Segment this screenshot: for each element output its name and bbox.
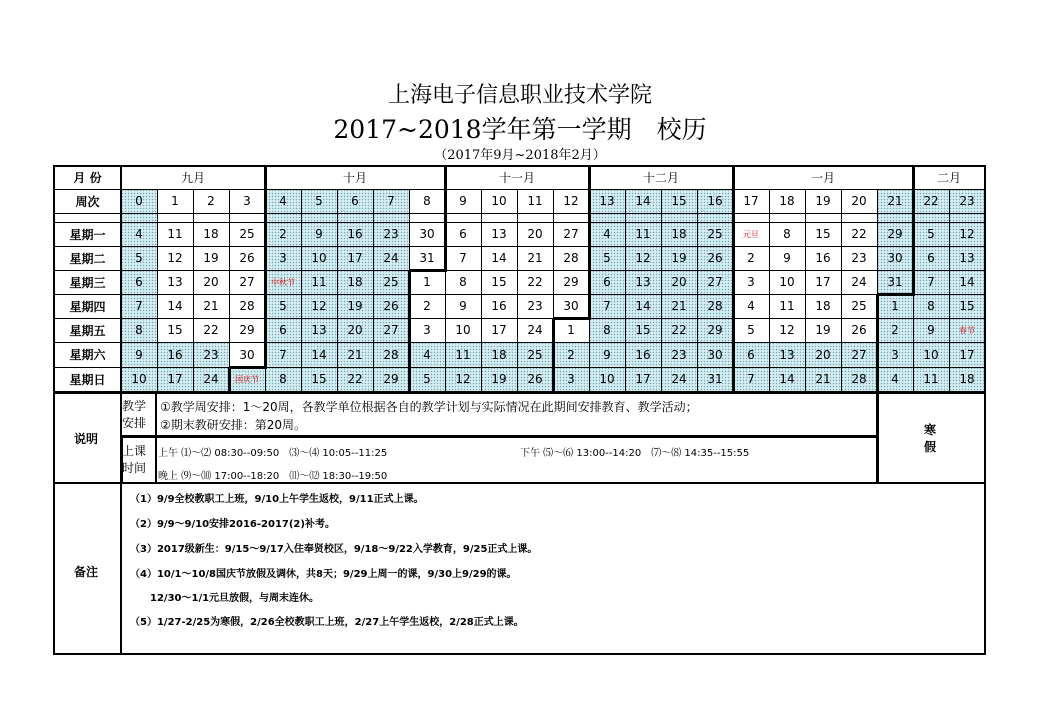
day-cell: 28 xyxy=(239,299,255,313)
week-number: 4 xyxy=(265,189,301,213)
class-time-pm: 下午 ⑸～⑹ 13:00--14:20 ⑺～⑻ 14:35--15:55 xyxy=(520,448,750,459)
grid-line xyxy=(876,392,879,483)
weekday-label: 星期日 xyxy=(69,372,106,387)
day-cell: 25 xyxy=(239,227,255,241)
day-cell: 26 xyxy=(517,367,553,391)
day-cell: 5 xyxy=(265,294,301,318)
day-cell: 30 xyxy=(697,342,733,367)
day-cell: 21 xyxy=(203,299,219,313)
day-cell: 13 xyxy=(301,318,337,342)
day-cell: 14 xyxy=(491,251,507,265)
day-cell: 22 xyxy=(527,275,543,289)
school-name: 上海电子信息职业技术学院 xyxy=(387,83,652,108)
day-cell: 29 xyxy=(239,323,255,337)
day-cell: 24 xyxy=(851,275,867,289)
spacer-cell xyxy=(697,213,733,222)
week-number: 18 xyxy=(779,194,795,208)
grid-line xyxy=(53,165,986,167)
grid-line xyxy=(588,165,591,213)
day-cell: 18 xyxy=(815,299,831,313)
day-cell: 20 xyxy=(805,342,841,367)
day-cell: 22 xyxy=(337,367,373,391)
day-cell: 13 xyxy=(625,270,661,294)
day-cell: 24 xyxy=(661,367,697,391)
day-cell: 6 xyxy=(733,342,769,367)
grid-line xyxy=(769,189,770,391)
day-cell: 1 xyxy=(423,275,431,289)
day-cell: 17 xyxy=(625,367,661,391)
day-cell: 6 xyxy=(265,318,301,342)
grid-line xyxy=(984,165,986,655)
day-cell: 11 xyxy=(301,270,337,294)
day-cell: 6 xyxy=(589,270,625,294)
day-cell: 12 xyxy=(949,222,985,246)
grid-line xyxy=(54,270,985,271)
day-cell: 31 xyxy=(419,251,435,265)
week-number: 2 xyxy=(207,194,215,208)
day-cell: 26 xyxy=(373,294,409,318)
remark-item: （1）9/9全校教职工上班，9/10上午学生返校，9/11正式上课。 xyxy=(130,494,424,505)
week-number: 13 xyxy=(589,189,625,213)
day-cell: 16 xyxy=(625,342,661,367)
grid-line xyxy=(54,189,985,190)
day-cell: 4 xyxy=(589,222,625,246)
remark-item: （2）9/9～9/10安排2016-2017(2)补考。 xyxy=(130,519,335,530)
day-cell: 12 xyxy=(301,294,337,318)
calendar-title: 2017~2018学年第一学期 校历 xyxy=(333,115,707,144)
day-cell: 29 xyxy=(877,222,913,246)
grid-line xyxy=(949,189,950,391)
day-cell: 29 xyxy=(373,367,409,391)
day-cell: 10 xyxy=(301,246,337,270)
day-cell: 11 xyxy=(167,227,183,241)
grid-line xyxy=(54,482,985,484)
day-cell: 4 xyxy=(747,299,755,313)
day-cell: 7 xyxy=(913,270,949,294)
day-cell: 17 xyxy=(491,323,507,337)
day-cell: 16 xyxy=(815,251,831,265)
day-cell: 8 xyxy=(913,294,949,318)
grid-line xyxy=(625,189,626,391)
day-cell: 16 xyxy=(157,342,193,367)
day-cell: 12 xyxy=(625,246,661,270)
day-cell: 23 xyxy=(851,251,867,265)
day-cell: 12 xyxy=(167,251,183,265)
grid-line xyxy=(588,213,591,320)
day-cell: 22 xyxy=(851,227,867,241)
day-cell: 11 xyxy=(913,367,949,391)
weekday-label: 星期五 xyxy=(69,323,106,338)
grid-line xyxy=(877,293,915,296)
day-cell: 元旦 xyxy=(743,229,759,239)
day-cell: 2 xyxy=(265,222,301,246)
day-cell: 25 xyxy=(697,222,733,246)
grid-line xyxy=(732,165,735,213)
week-number: 12 xyxy=(563,194,579,208)
day-cell: 23 xyxy=(527,299,543,313)
day-cell: 23 xyxy=(373,222,409,246)
day-cell: 6 xyxy=(121,270,157,294)
week-header-label: 周次 xyxy=(75,194,100,209)
week-number: 19 xyxy=(815,194,831,208)
grid-line xyxy=(373,189,374,391)
day-cell: 国庆节 xyxy=(229,367,265,391)
day-cell: 21 xyxy=(805,367,841,391)
grid-line xyxy=(301,189,302,391)
week-number: 15 xyxy=(661,189,697,213)
week-number: 10 xyxy=(491,194,507,208)
spacer-cell xyxy=(877,213,913,222)
spacer-cell xyxy=(625,213,661,222)
week-number: 8 xyxy=(423,194,431,208)
day-cell: 8 xyxy=(265,367,301,391)
spacer-cell xyxy=(949,213,985,222)
week-number: 23 xyxy=(949,189,985,213)
remark-item: （5）1/27-2/25为寒假，2/26全校教职工上班，2/27上午学生返校，2/28正式上课。 xyxy=(130,617,524,628)
day-cell: 14 xyxy=(625,294,661,318)
day-cell: 14 xyxy=(301,342,337,367)
teaching-line-1: ①教学周安排：1～20周，各教学单位根据各自的教学计划与实际情况在此期间安排教育、教学活动； xyxy=(160,400,698,414)
day-cell: 17 xyxy=(157,367,193,391)
winter-break-label: 寒假 xyxy=(924,423,937,454)
week-number: 1 xyxy=(171,194,179,208)
weekday-label: 星期一 xyxy=(69,227,106,242)
week-number: 7 xyxy=(373,189,409,213)
day-cell: 18 xyxy=(481,342,517,367)
day-cell: 15 xyxy=(815,227,831,241)
day-cell: 13 xyxy=(769,342,805,367)
grid-line xyxy=(444,165,447,213)
day-cell: 21 xyxy=(337,342,373,367)
day-cell: 10 xyxy=(779,275,795,289)
day-cell: 15 xyxy=(625,318,661,342)
day-cell: 7 xyxy=(459,251,467,265)
day-cell: 25 xyxy=(373,270,409,294)
week-number: 21 xyxy=(877,189,913,213)
day-cell: 中秋节 xyxy=(265,270,301,294)
grid-line xyxy=(409,269,447,272)
class-time-am: 上午 ⑴～⑵ 08:30--09:50 ⑶～⑷ 10:05--11:25 xyxy=(158,448,388,459)
grid-line xyxy=(54,246,985,247)
day-cell: 26 xyxy=(239,251,255,265)
day-cell: 19 xyxy=(661,246,697,270)
day-cell: 19 xyxy=(815,323,831,337)
explain-label: 说明 xyxy=(74,432,99,446)
day-cell: 27 xyxy=(373,318,409,342)
day-cell: 14 xyxy=(167,299,183,313)
day-cell: 9 xyxy=(301,222,337,246)
day-cell: 11 xyxy=(779,299,795,313)
day-cell: 3 xyxy=(877,342,913,367)
day-cell: 26 xyxy=(851,323,867,337)
day-cell: 21 xyxy=(527,251,543,265)
month-label: 十二月 xyxy=(642,171,679,185)
teaching-label: 教学安排 xyxy=(122,399,147,430)
day-cell: 15 xyxy=(949,294,985,318)
day-cell: 2 xyxy=(553,342,589,367)
day-cell: 27 xyxy=(841,342,877,367)
grid-line xyxy=(54,342,985,343)
day-cell: 22 xyxy=(661,318,697,342)
day-cell: 17 xyxy=(337,246,373,270)
teaching-line-2: ②期末教研安排：第20周。 xyxy=(160,418,307,432)
day-cell: 15 xyxy=(301,367,337,391)
month-label: 二月 xyxy=(936,171,961,185)
grid-line xyxy=(697,189,698,391)
day-cell: 8 xyxy=(783,227,791,241)
grid-line xyxy=(912,165,915,213)
day-cell: 3 xyxy=(553,367,589,391)
day-cell: 19 xyxy=(203,251,219,265)
day-cell: 10 xyxy=(121,367,157,391)
day-cell: 15 xyxy=(167,323,183,337)
spacer-cell xyxy=(121,213,157,222)
grid-line xyxy=(54,294,985,295)
day-cell: 30 xyxy=(563,299,579,313)
day-cell: 25 xyxy=(517,342,553,367)
day-cell: 3 xyxy=(747,275,755,289)
day-cell: 9 xyxy=(589,342,625,367)
day-cell: 10 xyxy=(589,367,625,391)
day-cell: 19 xyxy=(481,367,517,391)
grid-line xyxy=(517,189,518,391)
grid-line xyxy=(732,213,735,393)
week-number: 20 xyxy=(851,194,867,208)
day-cell: 27 xyxy=(239,275,255,289)
day-cell: 11 xyxy=(445,342,481,367)
grid-line xyxy=(552,318,555,393)
grid-line xyxy=(408,270,411,393)
day-cell: 31 xyxy=(877,270,913,294)
day-cell: 2 xyxy=(747,251,755,265)
day-cell: 6 xyxy=(913,246,949,270)
day-cell: 28 xyxy=(841,367,877,391)
day-cell: 4 xyxy=(121,222,157,246)
day-cell: 20 xyxy=(337,318,373,342)
day-cell: 8 xyxy=(459,275,467,289)
day-cell: 10 xyxy=(455,323,471,337)
day-cell: 20 xyxy=(527,227,543,241)
day-cell: 28 xyxy=(563,251,579,265)
week-number: 17 xyxy=(743,194,759,208)
weekday-label: 星期三 xyxy=(69,275,106,290)
day-cell: 24 xyxy=(373,246,409,270)
remark-item: 12/30～1/1元旦放假，与周末连休。 xyxy=(130,593,320,604)
spacer-cell xyxy=(589,213,625,222)
day-cell: 9 xyxy=(913,318,949,342)
day-cell: 27 xyxy=(697,270,733,294)
week-number: 6 xyxy=(337,189,373,213)
day-cell: 24 xyxy=(527,323,543,337)
weekday-label: 星期四 xyxy=(69,299,106,314)
week-number: 11 xyxy=(527,194,543,208)
day-cell: 18 xyxy=(203,227,219,241)
day-cell: 20 xyxy=(203,275,219,289)
grid-line xyxy=(54,222,985,223)
day-cell: 30 xyxy=(239,347,255,362)
grid-line xyxy=(264,165,267,213)
day-cell: 13 xyxy=(491,227,507,241)
month-label: 九月 xyxy=(180,171,205,185)
week-number: 9 xyxy=(459,194,467,208)
remarks-label: 备注 xyxy=(74,565,99,579)
grid-line xyxy=(444,213,447,272)
day-cell: 7 xyxy=(265,342,301,367)
grid-line xyxy=(264,213,267,369)
day-cell: 23 xyxy=(661,342,697,367)
week-number: 16 xyxy=(697,189,733,213)
day-cell: 30 xyxy=(877,246,913,270)
grid-line xyxy=(805,189,806,391)
day-cell: 30 xyxy=(419,227,435,241)
day-cell: 3 xyxy=(265,246,301,270)
grid-line xyxy=(193,189,194,391)
day-cell: 3 xyxy=(423,323,431,337)
calendar-period: （2017年9月~2018年2月） xyxy=(434,148,606,163)
grid-line xyxy=(54,391,985,394)
day-cell: 13 xyxy=(949,246,985,270)
spacer-cell xyxy=(913,213,949,222)
grid-line xyxy=(229,366,267,369)
day-cell: 29 xyxy=(697,318,733,342)
day-cell: 18 xyxy=(337,270,373,294)
grid-line xyxy=(155,394,157,482)
day-cell: 25 xyxy=(851,299,867,313)
day-cell: 9 xyxy=(121,342,157,367)
day-cell: 7 xyxy=(589,294,625,318)
day-cell: 16 xyxy=(337,222,373,246)
day-cell: 4 xyxy=(877,367,913,391)
day-cell: 26 xyxy=(697,246,733,270)
grid-line xyxy=(337,189,338,391)
grid-line xyxy=(841,189,842,391)
grid-line xyxy=(228,367,231,393)
grid-line xyxy=(481,189,482,391)
spacer-cell xyxy=(265,213,301,222)
grid-line xyxy=(661,189,662,391)
day-cell: 5 xyxy=(747,323,755,337)
weekday-label: 星期六 xyxy=(69,348,106,362)
day-cell: 5 xyxy=(913,222,949,246)
day-cell: 18 xyxy=(661,222,697,246)
day-cell: 28 xyxy=(373,342,409,367)
day-cell: 14 xyxy=(769,367,805,391)
grid-line xyxy=(54,367,985,368)
day-cell: 22 xyxy=(203,323,219,337)
month-label: 十一月 xyxy=(498,171,535,185)
day-cell: 11 xyxy=(625,222,661,246)
day-cell: 1 xyxy=(567,323,575,337)
grid-line xyxy=(876,294,879,393)
day-cell: 5 xyxy=(409,367,445,391)
day-cell: 18 xyxy=(949,367,985,391)
grid-line xyxy=(229,189,230,391)
day-cell: 1 xyxy=(877,294,913,318)
spacer-cell xyxy=(337,213,373,222)
spacer-cell xyxy=(301,213,337,222)
day-cell: 12 xyxy=(779,323,795,337)
week-number: 5 xyxy=(301,189,337,213)
day-cell: 15 xyxy=(491,275,507,289)
day-cell: 23 xyxy=(193,342,229,367)
day-cell: 7 xyxy=(733,367,769,391)
grid-line xyxy=(53,653,986,655)
month-label: 十月 xyxy=(342,171,367,185)
day-cell: 16 xyxy=(491,299,507,313)
class-time-eve: 晚上 ⑼～⑽ 17:00--18:20 ⑾～⑿ 18:30--19:50 xyxy=(158,471,388,482)
day-cell: 7 xyxy=(121,294,157,318)
day-cell: 8 xyxy=(589,318,625,342)
day-cell: 14 xyxy=(949,270,985,294)
weekday-label: 星期二 xyxy=(69,251,106,266)
day-cell: 12 xyxy=(445,367,481,391)
day-cell: 6 xyxy=(459,227,467,241)
day-cell: 17 xyxy=(949,342,985,367)
day-cell: 19 xyxy=(337,294,373,318)
week-number: 22 xyxy=(913,189,949,213)
week-number: 14 xyxy=(625,189,661,213)
grid-line xyxy=(54,318,985,319)
day-cell: 5 xyxy=(589,246,625,270)
month-label: 一月 xyxy=(810,171,835,185)
day-cell: 31 xyxy=(697,367,733,391)
day-cell: 5 xyxy=(121,246,157,270)
day-cell: 29 xyxy=(563,275,579,289)
day-cell: 10 xyxy=(913,342,949,367)
spacer-cell xyxy=(661,213,697,222)
day-cell: 24 xyxy=(193,367,229,391)
spacer-cell xyxy=(373,213,409,222)
day-cell: 17 xyxy=(815,275,831,289)
day-cell: 13 xyxy=(167,275,183,289)
day-cell: 春节 xyxy=(949,318,985,342)
remark-item: （4）10/1～10/8国庆节放假及调休，共8天；9/29上周一的课，9/30上9/29的课。 xyxy=(130,569,517,580)
day-cell: 9 xyxy=(783,251,791,265)
day-cell: 2 xyxy=(423,299,431,313)
day-cell: 9 xyxy=(459,299,467,313)
class-time-label: 上课时间 xyxy=(122,444,147,475)
remark-item: （3）2017级新生：9/15～9/17入住奉贤校区，9/18～9/22入学教育，9/25正式上课。 xyxy=(130,544,538,555)
grid-line xyxy=(157,189,158,391)
day-cell: 20 xyxy=(661,270,697,294)
week-number: 3 xyxy=(243,194,251,208)
month-header-label: 月 份 xyxy=(73,171,102,185)
day-cell: 4 xyxy=(409,342,445,367)
grid-line xyxy=(54,213,985,214)
grid-line xyxy=(121,435,877,438)
day-cell: 8 xyxy=(121,318,157,342)
day-cell: 28 xyxy=(697,294,733,318)
week-number: 0 xyxy=(121,189,157,213)
grid-line xyxy=(912,213,915,296)
day-cell: 21 xyxy=(661,294,697,318)
grid-line xyxy=(553,317,591,320)
day-cell: 2 xyxy=(877,318,913,342)
day-cell: 27 xyxy=(563,227,579,241)
grid-line xyxy=(53,165,55,655)
